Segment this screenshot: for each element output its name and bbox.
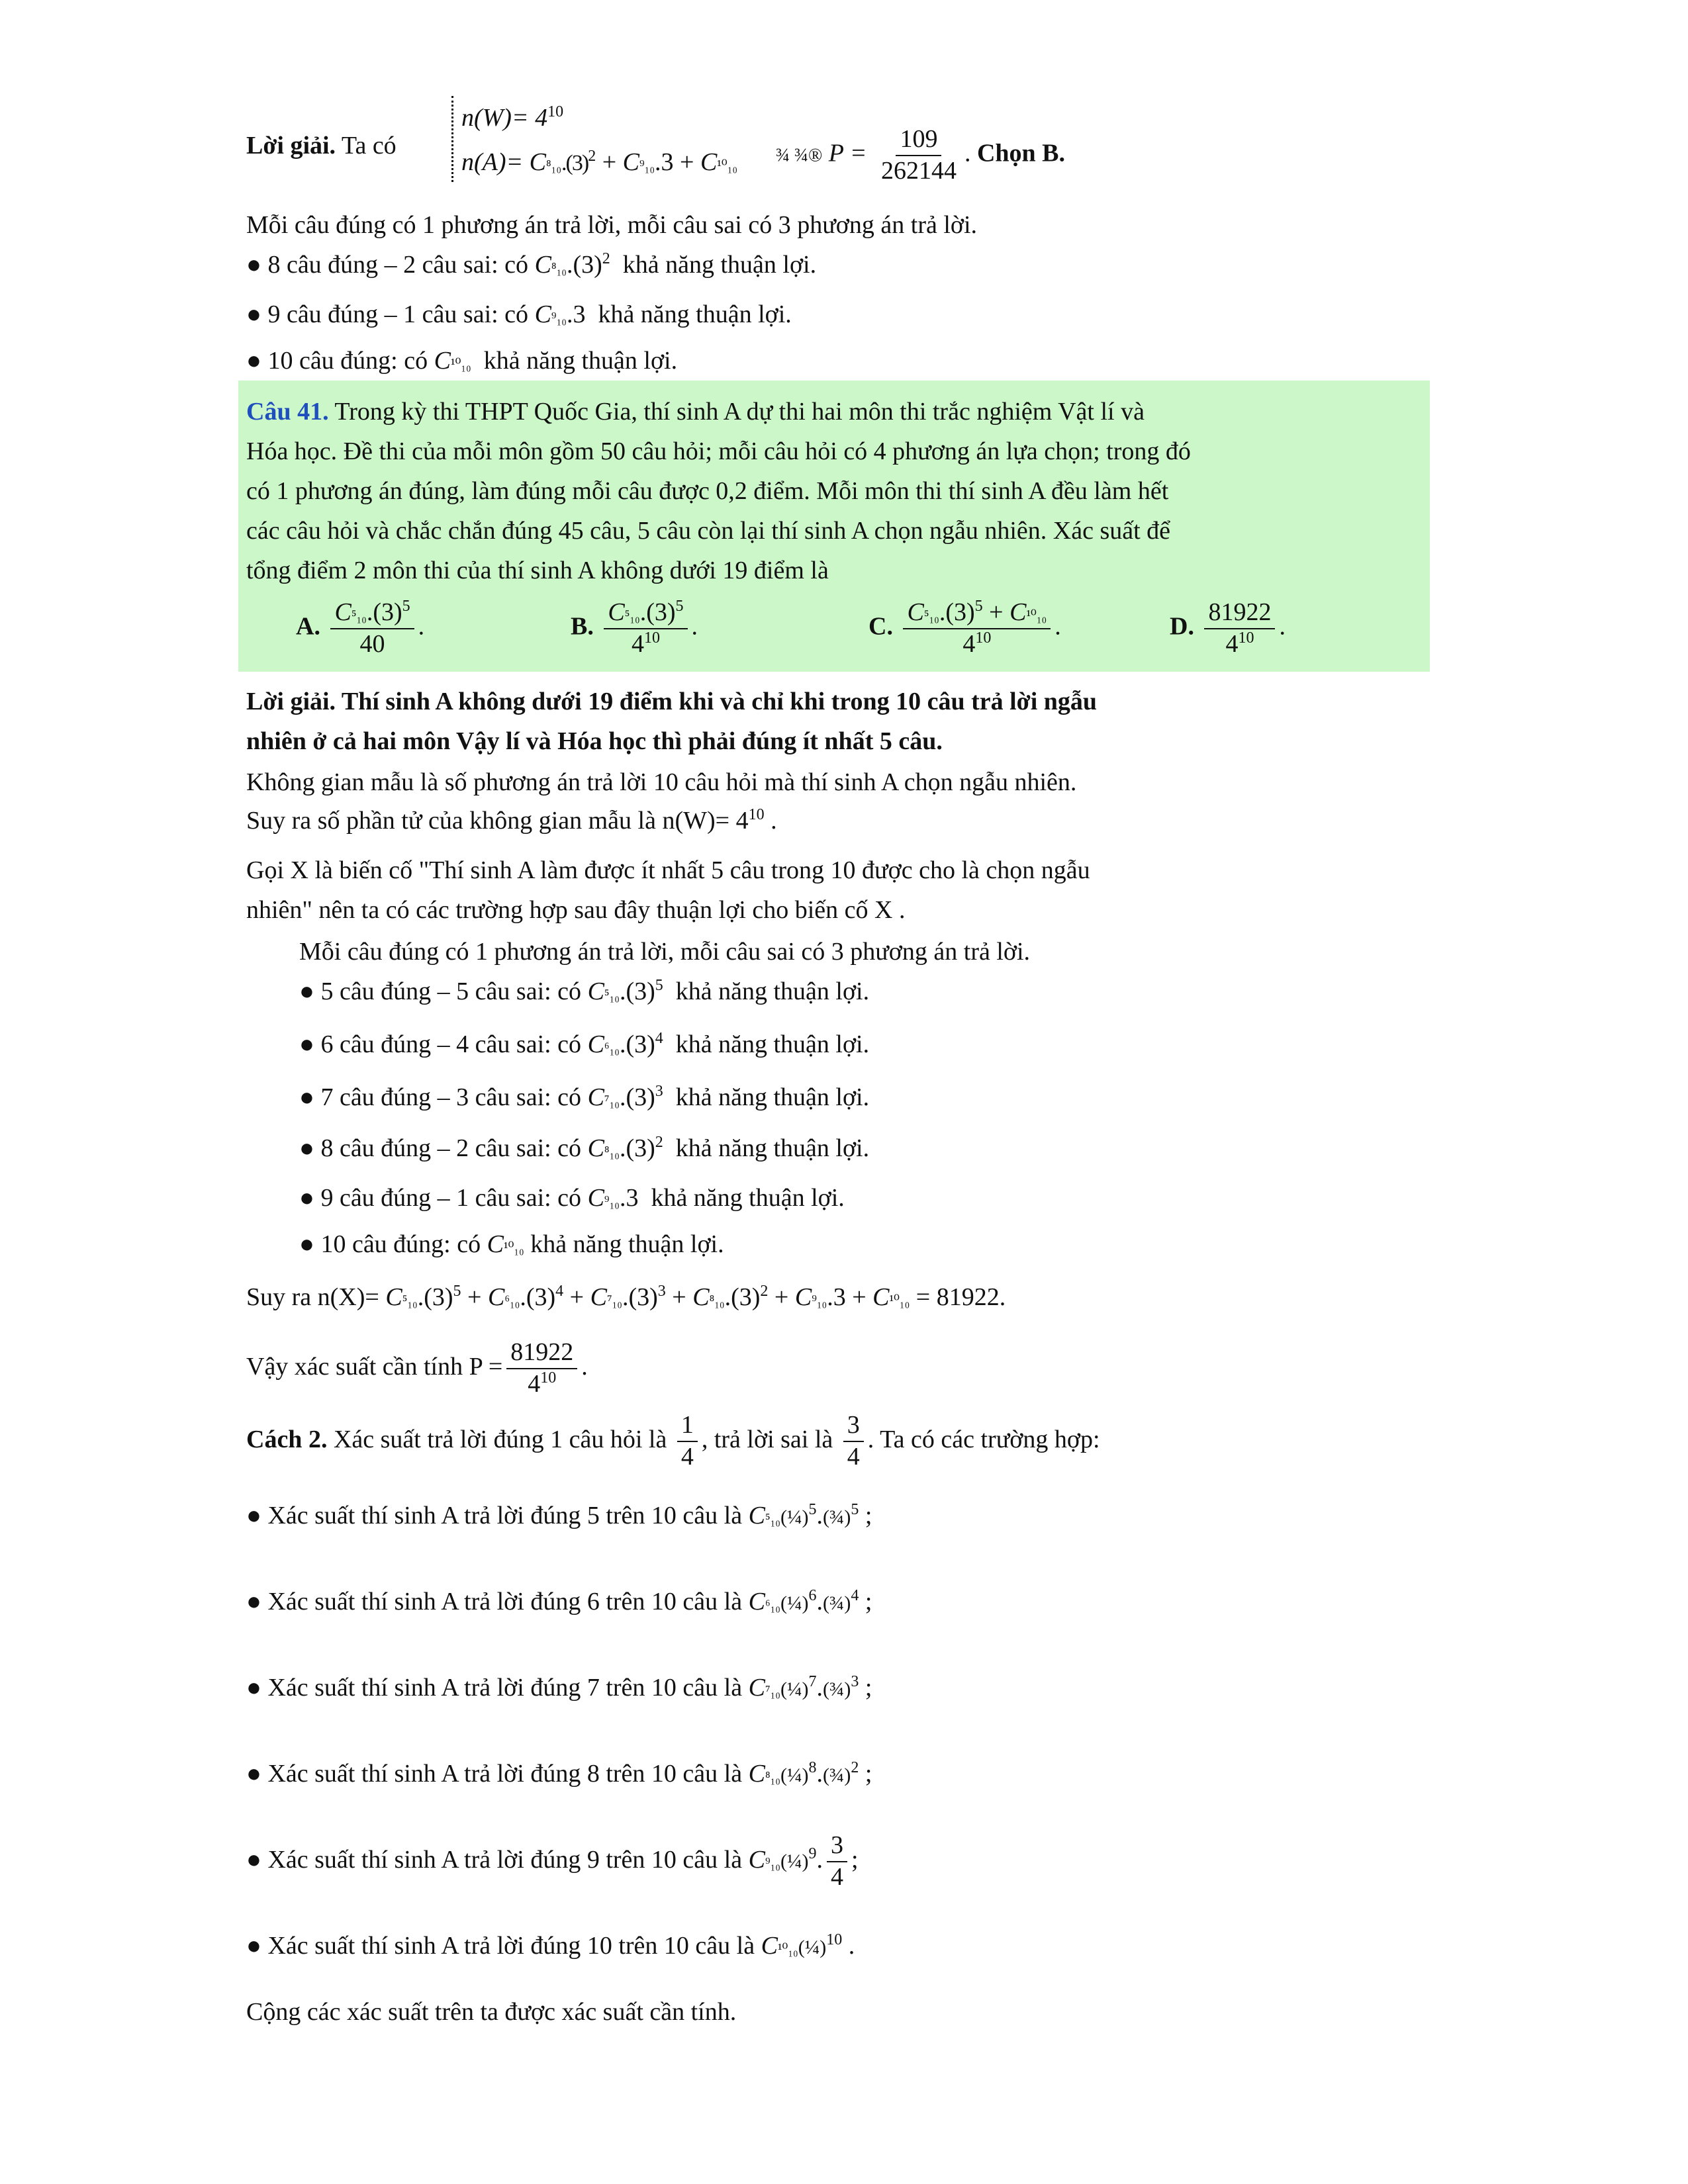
- conclusion: Cộng các xác suất trên ta được xác suất cần tính.: [246, 1998, 737, 2026]
- case-10-correct: ● 10 câu đúng: có C¹⁰₁₀ khả năng thuận lợi.: [246, 347, 678, 375]
- sample-space-line: Không gian mẫu là số phương án trả lời 10 câu hỏi mà thí sinh A chọn ngẫu nhiên.: [246, 768, 1077, 796]
- case-9-correct: ● 9 câu đúng – 1 câu sai: có C⁹₁₀.3 khả năng thuận lợi.: [246, 300, 792, 328]
- note-line: Mỗi câu đúng có 1 phương án trả lời, mỗi câu sai có 3 phương án trả lời.: [246, 211, 978, 239]
- case-8: ● 8 câu đúng – 2 câu sai: có $C^8_{10}.(3)^2$ khả năng thuận lợi.: [299, 1134, 870, 1162]
- prob-9: ● Xác suất thí sinh A trả lời đúng 9 trên 10 câu là C⁹₁₀(¼)$^9$. $\frac{3}{4}$ ;: [246, 1831, 859, 1891]
- system-line-2: $n(A)= C^8_{10}.(3)^2 + C^9_{10}.3 + C^{10}_{10}$: [461, 148, 738, 176]
- implies-arrow: ¾ ¾® P = $\frac{109}{262144}$ . Chọn B.: [776, 125, 1066, 185]
- event-def-2: nhiên" nên ta có các trường hợp sau đây thuận lợi cho biến cố X .: [246, 896, 906, 924]
- option-d[interactable]: D. $\frac{81922}{4^{10}}$ .: [1170, 598, 1286, 658]
- prob-8: ● Xác suất thí sinh A trả lời đúng 8 trên 10 câu là C⁸₁₀(¼)$^8$.(¾)$^2$ ;: [246, 1759, 872, 1788]
- system-brace: [451, 96, 459, 182]
- option-c[interactable]: C. $\frac{C^5_{10}.(3)^5 + C^{10}_{10}}{4^{10}}$ .: [868, 598, 1061, 658]
- question-line-5: tổng điểm 2 môn thi của thí sinh A không dưới 19 điểm là: [246, 557, 829, 584]
- case-10: ● 10 câu đúng: có C¹⁰₁₀ khả năng thuận lợi.: [299, 1230, 724, 1258]
- event-def-1: Gọi X là biến cố "Thí sinh A làm được ít nhất 5 câu trong 10 được cho là chọn ngẫu: [246, 856, 1090, 884]
- case-8-correct: ● 8 câu đúng – 2 câu sai: có $C^8_{10}.(3)^2$ khả năng thuận lợi.: [246, 250, 817, 279]
- option-a[interactable]: A. $\frac{C^5_{10}.(3)^5}{40}$ .: [296, 598, 425, 658]
- solution-bold-2: nhiên ở cả hai môn Vậy lí và Hóa học thì phải đúng ít nhất 5 câu.: [246, 727, 943, 755]
- question-line-1: Câu 41. Trong kỳ thi THPT Quốc Gia, thí sinh A dự thi hai môn thi trắc nghiệm Vật lí và: [246, 398, 1145, 426]
- sample-space-size: Suy ra số phần tử của không gian mẫu là $n(W)= 4^{10}$ .: [246, 806, 777, 835]
- case-7: ● 7 câu đúng – 3 câu sai: có $C^7_{10}.(3)^3$ khả năng thuận lợi.: [299, 1083, 870, 1111]
- question-line-4: các câu hỏi và chắc chắn đúng 45 câu, 5 câu còn lại thí sinh A chọn ngẫu nhiên. Xác suất để: [246, 517, 1171, 545]
- case-5: ● 5 câu đúng – 5 câu sai: có $C^5_{10}.(3)^5$ khả năng thuận lợi.: [299, 977, 870, 1005]
- question-label: Câu 41.: [246, 398, 329, 426]
- solution-bold-1: Lời giải. Thí sinh A không dưới 19 điểm khi và chỉ khi trong 10 câu trả lời ngẫu: [246, 688, 1098, 715]
- final-probability: Vậy xác suất cần tính P = $\frac{81922}{4^{10}}$ .: [246, 1338, 588, 1398]
- sum-line: Suy ra $n(X)= C^5_{10}.(3)^5 + C^6_{10}.(3)^4 + C^7_{10}.(3)^3 + C^8_{10}.(3)^2 + C^9_{10}.3 + C^{10}_{10} = 81922$.: [246, 1283, 1006, 1311]
- answer-choice: Chọn B.: [976, 139, 1066, 167]
- question-line-2: Hóa học. Đề thi của mỗi môn gồm 50 câu hỏi; mỗi câu hỏi có 4 phương án lựa chọn; trong đó: [246, 437, 1191, 465]
- question-line-3: có 1 phương án đúng, làm đúng mỗi câu được 0,2 điểm. Mỗi môn thi thí sinh A đều làm hết: [246, 477, 1169, 505]
- probability-fraction: $\frac{109}{262144}$: [880, 125, 957, 185]
- option-b[interactable]: B. $\frac{C^5_{10}.(3)^5}{4^{10}}$ .: [571, 598, 698, 658]
- solution-intro: Lời giải. Ta có: [246, 132, 397, 159]
- case-9: ● 9 câu đúng – 1 câu sai: có C⁹₁₀.3 khả năng thuận lợi.: [299, 1184, 845, 1212]
- system-line-1: $n(W)= 4^{10}$: [461, 103, 564, 132]
- prob-6: ● Xác suất thí sinh A trả lời đúng 6 trên 10 câu là C⁶₁₀(¼)$^6$.(¾)$^4$ ;: [246, 1587, 872, 1615]
- method2-intro: Cách 2. Xác suất trả lời đúng 1 câu hỏi là $\frac{1}{4}$ , trả lời sai là $\frac{3}{4}$ . Ta có các trường hợp:: [246, 1411, 1100, 1471]
- prob-7: ● Xác suất thí sinh A trả lời đúng 7 trên 10 câu là C⁷₁₀(¼)$^7$.(¾)$^3$ ;: [246, 1673, 872, 1702]
- note-line-2: Mỗi câu đúng có 1 phương án trả lời, mỗi câu sai có 3 phương án trả lời.: [299, 938, 1031, 966]
- prob-10: ● Xác suất thí sinh A trả lời đúng 10 trên 10 câu là C¹⁰₁₀(¼)$^{10}$ .: [246, 1931, 855, 1960]
- prob-5: ● Xác suất thí sinh A trả lời đúng 5 trên 10 câu là C⁵₁₀(¼)$^5$.(¾)$^5$ ;: [246, 1501, 872, 1529]
- case-6: ● 6 câu đúng – 4 câu sai: có $C^6_{10}.(3)^4$ khả năng thuận lợi.: [299, 1030, 870, 1058]
- solution-label: Lời giải.: [246, 132, 336, 159]
